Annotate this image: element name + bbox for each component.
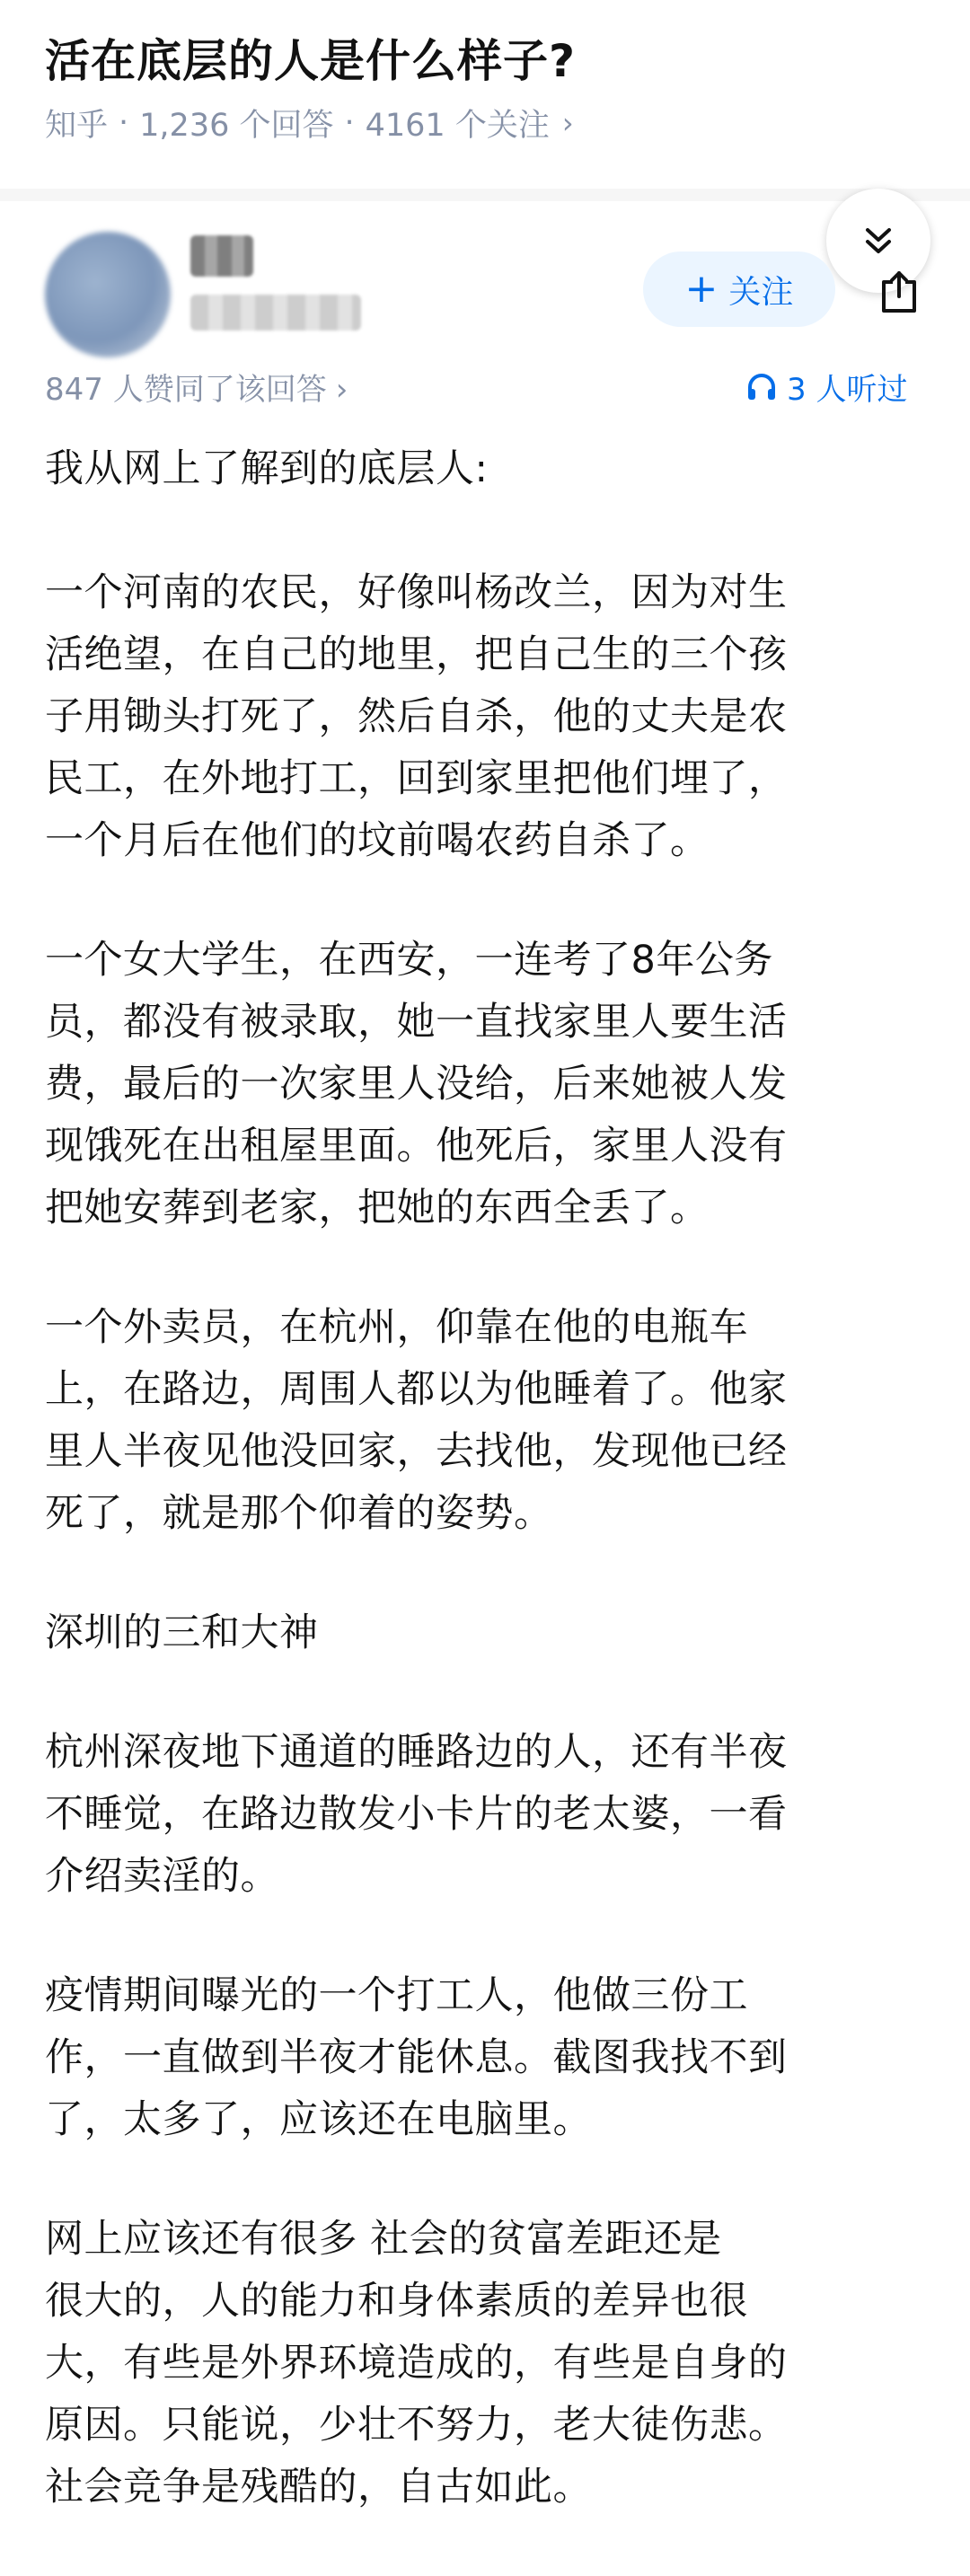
section-divider: [0, 189, 970, 201]
likes-text: 847 人赞同了该回答: [45, 372, 327, 408]
follow-label: 关注: [728, 273, 794, 311]
plus-icon: +: [684, 266, 719, 312]
headphones-icon: [745, 371, 778, 403]
answer-paragraph: 一个河南的农民，好像叫杨改兰，因为对生 活绝望，在自己的地里，把自己生的三个孩 子用锄头打死了，然后自杀，他的丈夫是农 民工，在外地打工，回到家里把他们埋了， 一个月后在他们的坟前喝农药自杀了。: [45, 570, 788, 863]
meta-separator: ·: [344, 105, 355, 141]
meta-separator: ·: [119, 105, 129, 141]
chevron-right-icon: ›: [335, 372, 348, 408]
site-name: 知乎: [45, 108, 109, 144]
answer-paragraph: 我从网上了解到的底层人:: [45, 446, 489, 491]
answer-paragraph: 网上应该还有很多 社会的贫富差距还是 很大的，人的能力和身体素质的差异也很 大，有些是外界环境造成的，有些是自身的 原因。只能说，少壮不努力，老大徒伤悲。 社会竞争是残酷的，自古如此。: [45, 2217, 788, 2510]
author-bio-blurred: [190, 295, 361, 331]
listen-count[interactable]: [745, 365, 907, 409]
answer-paragraph: 一个外卖员，在杭州，仰靠在他的电瓶车 上，在路边，周围人都以为他睡着了。他家 里人半夜见他没回家，去找他，发现他已经 死了，就是那个仰着的姿势。: [45, 1305, 788, 1536]
chevron-right-icon: ›: [561, 106, 574, 140]
follow-button[interactable]: [643, 251, 835, 327]
author-avatar[interactable]: [45, 232, 171, 357]
question-title[interactable]: 活在底层的人是什么样子?: [45, 35, 577, 87]
listen-text: 3 人听过: [787, 372, 908, 408]
question-meta[interactable]: [45, 101, 574, 146]
answer-paragraph: 一个女大学生，在西安，一连考了8年公务 员，都没有被录取，她一直找家里人要生活 费，最后的一次家里人没给，后来她被人发 现饿死在出租屋里面。他死后，家里人没有 把她安葬到老家，把她的东西全丢了。: [45, 938, 788, 1231]
double-chevron-down-icon: [859, 221, 898, 260]
author-name-blurred[interactable]: [190, 235, 253, 277]
answer-paragraph: 杭州深夜地下通道的睡路边的人，还有半夜 不睡觉，在路边散发小卡片的老太婆，一看 介绍卖淫的。: [45, 1730, 788, 1899]
share-icon[interactable]: [878, 269, 920, 314]
answer-count: 1,236 个回答: [139, 108, 334, 144]
follower-count: 4161 个关注: [365, 108, 550, 144]
answer-paragraph: 深圳的三和大神: [45, 1610, 319, 1655]
answer-body: [45, 438, 930, 2576]
answer-paragraph: 疫情期间曝光的一个打工人，他做三份工 作，一直做到半夜才能休息。截图我找不到 了，太多了，应该还在电脑里。: [45, 1973, 788, 2142]
answer-likes[interactable]: [45, 365, 348, 409]
question-header: [0, 0, 970, 189]
